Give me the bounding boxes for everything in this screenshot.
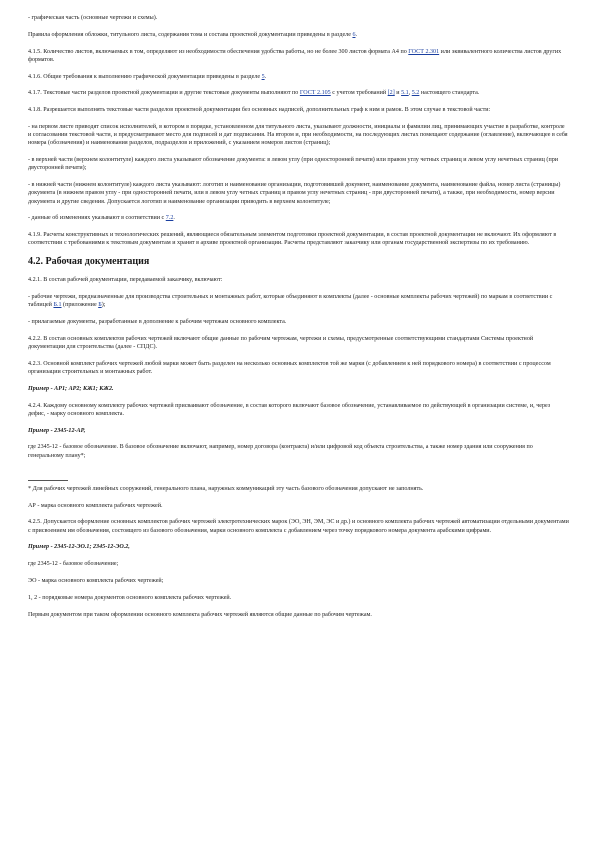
paragraph: Правила оформления обложки, титульного листа, содержания тома и состава проектной документации приведены в разделе 6.	[28, 31, 358, 38]
paragraph: где 2345-12 - базовое обозначение. В базовое обозначение включают, например, номер договора (контракта) и/или цифровой код объекта строительства, а также номер здания или сооружения по генеральному плану*;	[28, 444, 533, 459]
paragraph: АР - марка основного комплекта рабочих чертежей.	[28, 502, 163, 509]
paragraph: - данные об изменениях указывают в соответствии с 7.2.	[28, 215, 175, 222]
link-gost-2-105[interactable]: ГОСТ 2.105	[299, 90, 331, 97]
paragraph: 4.2.3. Основной комплект рабочих чертежей любой марки может быть разделен на несколько основных комплектов той же марки (с добавлением к ней порядкового номера) в соответствии с процессом организации строительных и монтажных работ.	[28, 360, 551, 375]
link-gost-2-301[interactable]: ГОСТ 2.301	[408, 48, 440, 55]
link-5-2[interactable]: 5.2	[411, 90, 420, 97]
paragraph: - на первом листе приводят список исполнителей, в котором в порядке, установленном для титульного листа, указывают должности, инициалы и фамилии лиц, принимающих участие в разработке, контроле и согласовании текстовой части, и предусматривают место для подписей и дат подписания. На втором и, при необходимости, на последующих листах помещают содержание (оглавление), включающее в себя номера (обозначения) и наименования разделов, подразделов и приложений, с указанием номеров листов (страниц);	[28, 123, 568, 147]
paragraph: Первым документом при таком оформлении основного комплекта рабочих чертежей являются общие данные по рабочим чертежам.	[28, 611, 372, 618]
paragraph: 4.2.2. В состав основных комплектов рабочих чертежей включают общие данные по рабочим чертежам, чертежи и схемы, предусмотренные соответствующими стандартами Системы проектной документации для строительства (далее - СПДС).	[28, 335, 534, 350]
link-7-2[interactable]: 7.2	[165, 215, 174, 222]
paragraph: 4.1.7. Текстовые части разделов проектной документации и другие текстовые документы выполняют по ГОСТ 2.105 с учетом требований [2] и 5.1, 5.2 настоящего стандарта.	[28, 90, 480, 97]
paragraph: 4.2.4. Каждому основному комплекту рабочих чертежей присваивают обозначение, в состав которого включают базовое обозначение, устанавливаемое по действующей в организации системе, и, через дефис, - марку основного комплекта.	[28, 402, 551, 417]
paragraph: - прилагаемые документы, разработанные в дополнение к рабочим чертежам основного комплекта.	[28, 318, 287, 325]
paragraph: - в верхней части (верхнем колонтитуле) каждого листа указывают обозначение документа: в левом углу (при односторонней печати) или правом углу четных страниц и левом углу нечетных страниц (при двусторонней печати);	[28, 157, 559, 172]
paragraph: где 2345-12 - базовое обозначение;	[28, 561, 119, 568]
example: Пример - 2345-12-ЭО.1; 2345-12-ЭО.2,	[28, 544, 130, 551]
footnote: * Для рабочих чертежей линейных сооружений, генерального плана, наружных коммуникаций эту часть базового обозначения допускают не заполнять.	[28, 485, 424, 492]
paragraph: 4.1.6. Общие требования к выполнению графической документации приведены в разделе 5.	[28, 73, 267, 80]
link-5-1[interactable]: 5.1	[401, 90, 409, 97]
example: Пример - 2345-12-АР,	[28, 427, 86, 434]
link-ref-2[interactable]: [2]	[387, 90, 395, 97]
paragraph: - в нижней части (нижнем колонтитуле) каждого листа указывают: логотип и наименование организации, подготовившей документ, наименование документа, наименование файла, номер листа (страницы) документа (в нижнем правом углу - при односторонней печати, или в левом углу четных страниц и правом углу нечетных страниц - при двусторонней печати), а также, при необходимости, номер версии документа и другие сведения. Допускается логотип и наименование организации приводить в верхнем колонтитуле;	[28, 182, 561, 205]
link-table-b1[interactable]: Б.1	[53, 302, 62, 309]
paragraph: - рабочие чертежи, предназначенные для производства строительных и монтажных работ, которые объединяют в комплекты (далее - основные комплекты рабочих чертежей) по маркам в соответствии с таблицей Б.1 (приложение Б);	[28, 293, 553, 309]
paragraph: 4.1.5. Количество листов, включаемых в том, определяют из необходимости обеспечения удобства работы, но не более 300 листов формата А4 по ГОСТ 2.301 или эквивалентного количества листов других форматов.	[28, 48, 562, 63]
paragraph: ЭО - марка основного комплекта рабочих чертежей;	[28, 577, 164, 584]
paragraph: 4.1.9. Расчеты конструктивных и технологических решений, являющиеся обязательным элементом подготовки проектной документации, в состав проектной документации не включают. Их оформляют в соответствии с требованиями к текстовым документам и хранят в архиве проектной организации. Расчеты представляют заказчику или органам государственной экспертизы по их требованию.	[28, 232, 557, 247]
link-section-5[interactable]: 5	[261, 73, 265, 80]
paragraph: 4.1.8. Разрешается выполнять текстовые части разделов проектной документации без основных надписей, дополнительных граф к ним и рамок. В этом случае в текстовой части:	[28, 107, 491, 114]
footnote-divider	[28, 480, 68, 481]
link-section-6[interactable]: 6	[352, 31, 356, 38]
example: Пример - АР1; АР2; КЖ1; КЖ2.	[28, 385, 114, 392]
paragraph: 4.2.5. Допускается оформление основных комплектов рабочих чертежей электротехнических марок (ЭО, ЭН, ЭМ, ЭС и др.) и основного комплекта рабочих чертежей автоматизации отдельными документами с присвоением им обозначения, состоящего из базового обозначения, марки основного комплекта с добавлением через точку порядкового номера документа арабскими цифрами.	[28, 519, 569, 534]
paragraph: 4.2.1. В состав рабочей документации, передаваемой заказчику, включают:	[28, 277, 223, 284]
link-appendix-b[interactable]: Б	[98, 302, 102, 309]
paragraph: 1, 2 - порядковые номера документов основного комплекта рабочих чертежей.	[28, 594, 232, 601]
section-heading: 4.2. Рабочая документация	[28, 256, 150, 268]
paragraph: - графическая часть (основные чертежи и схемы).	[28, 15, 158, 21]
